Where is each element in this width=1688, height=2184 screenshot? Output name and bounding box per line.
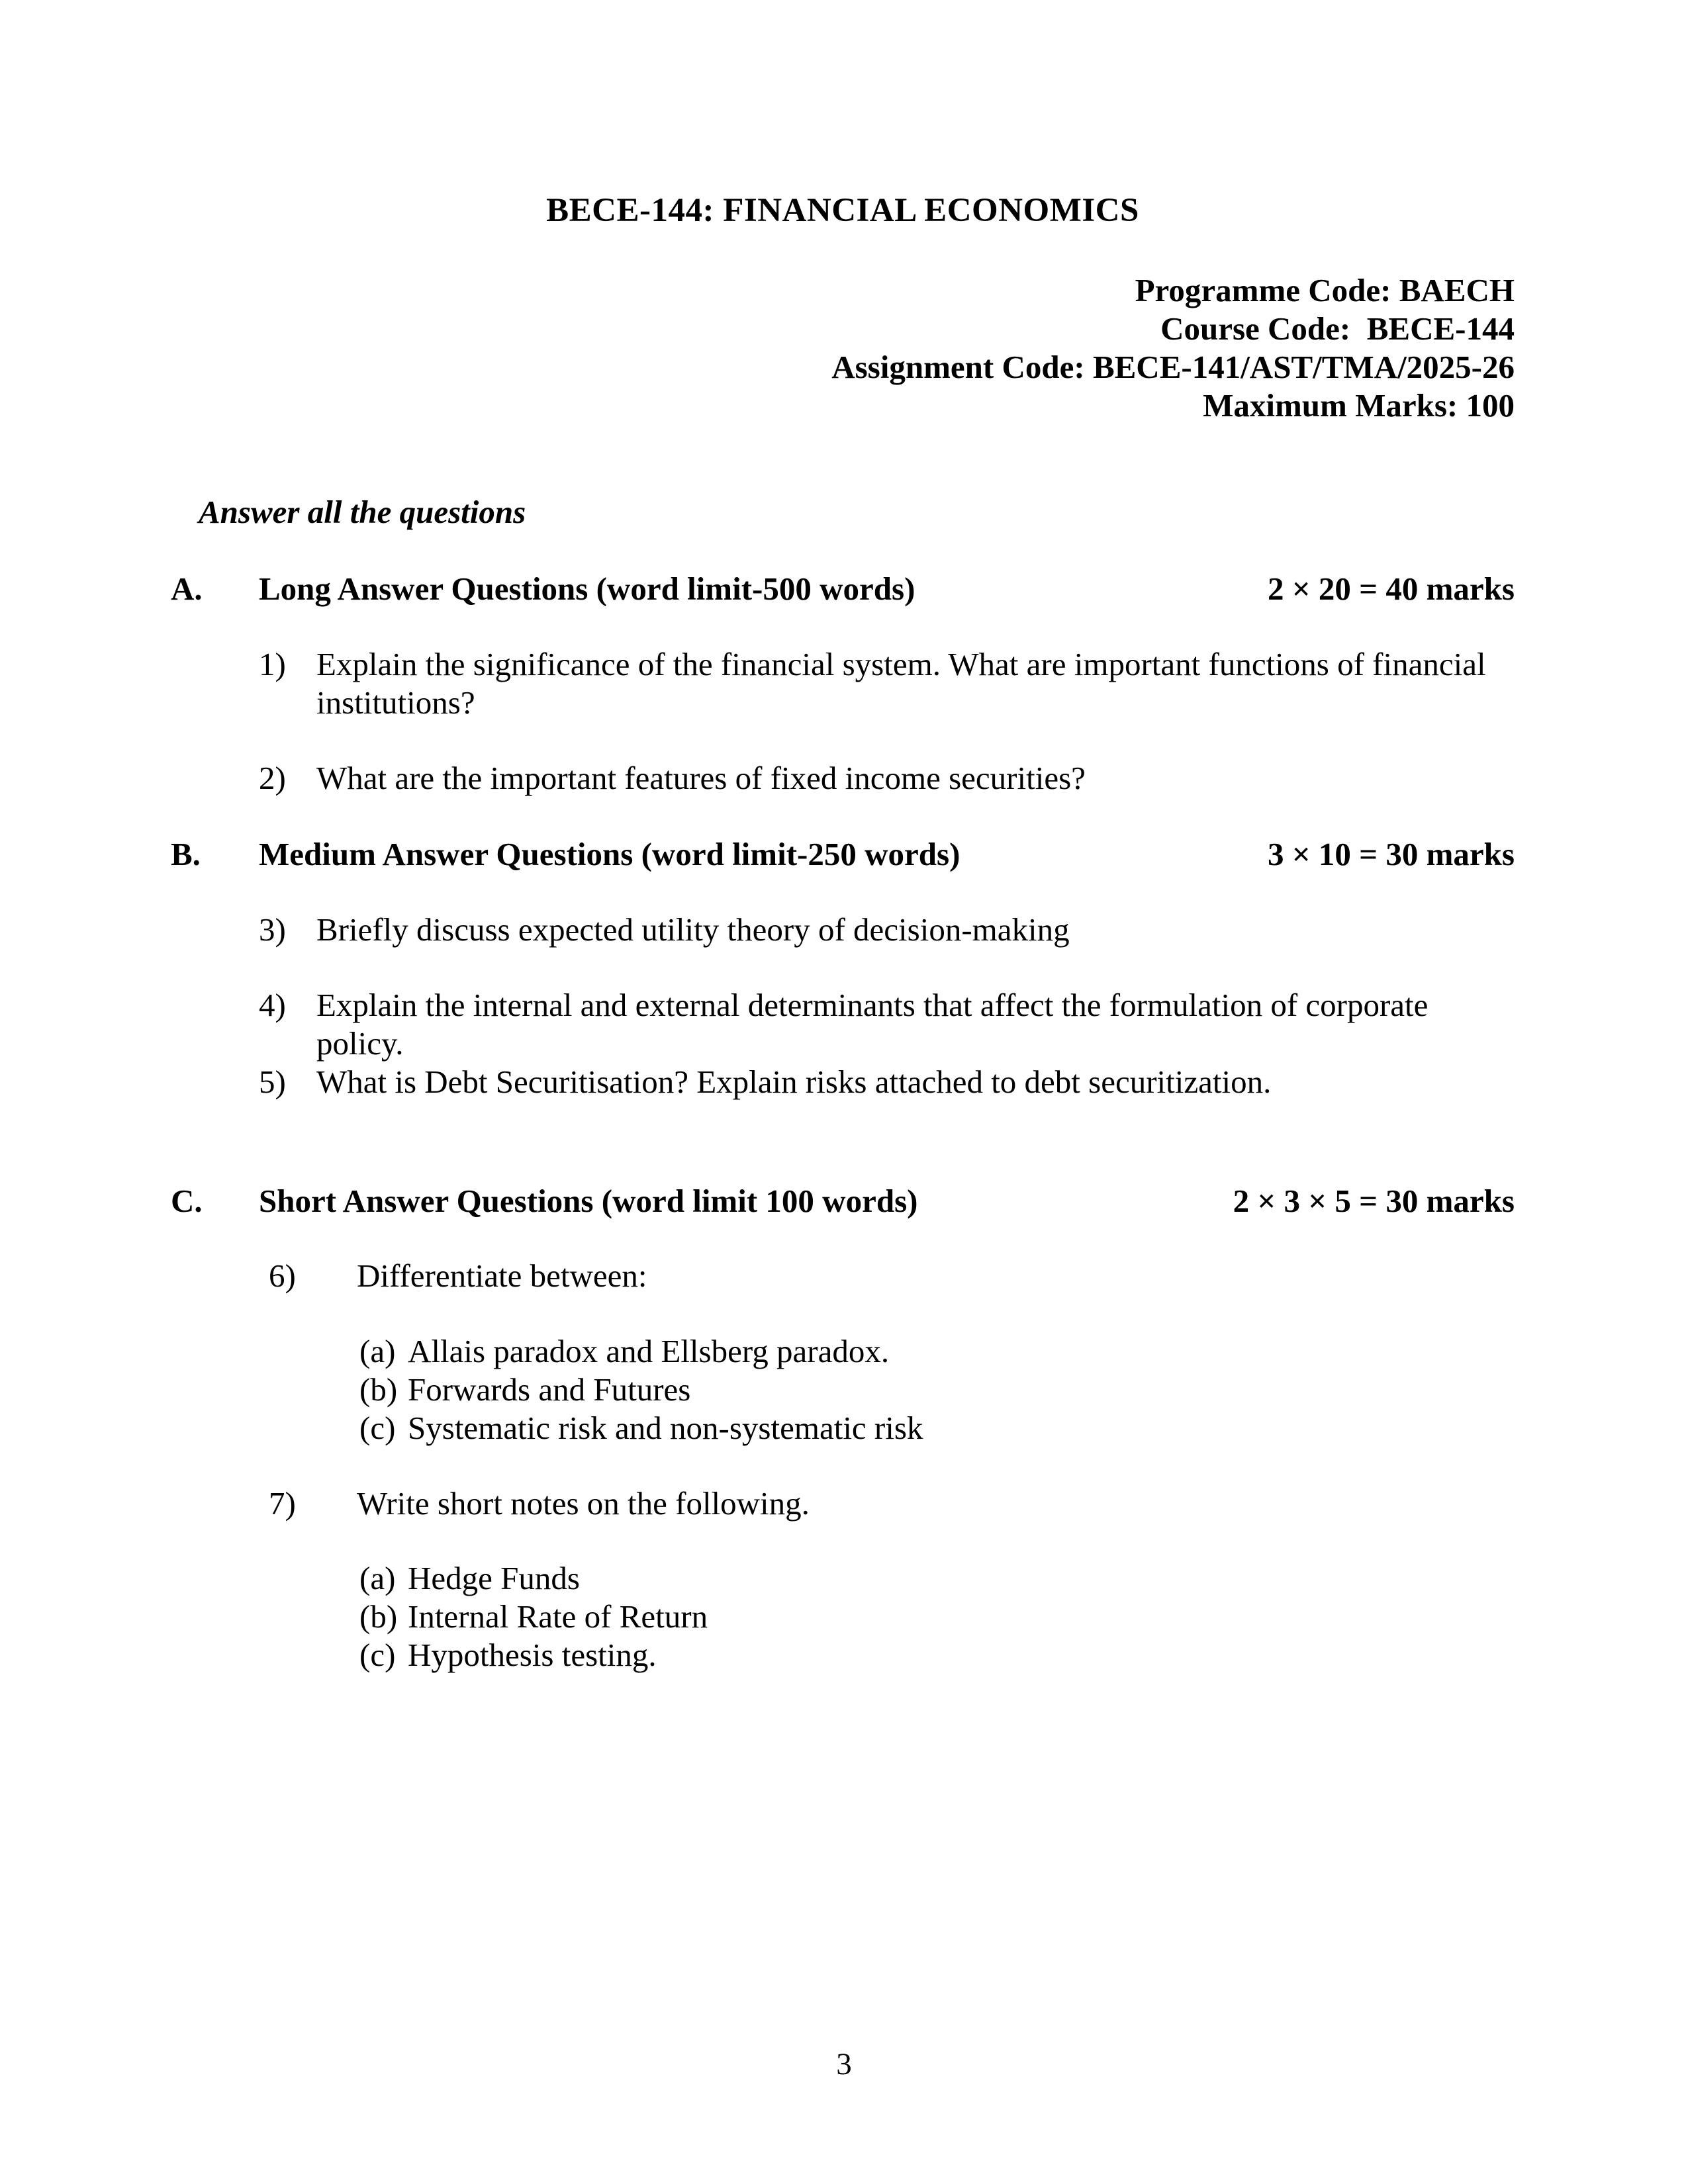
question-7a-row bbox=[359, 1559, 1515, 1598]
question-7c-row bbox=[359, 1636, 1515, 1674]
question-6a-text: Allais paradox and Ellsberg paradox. bbox=[408, 1333, 890, 1370]
question-6-row bbox=[171, 1257, 1515, 1295]
question-4-row bbox=[171, 986, 1515, 1063]
question-7-number: 7) bbox=[269, 1484, 296, 1522]
question-5-number: 5) bbox=[259, 1063, 286, 1100]
question-6b-text: Forwards and Futures bbox=[408, 1371, 691, 1408]
question-6a-row bbox=[359, 1332, 1515, 1371]
section-a-title: Long Answer Questions (word limit-500 words) bbox=[259, 570, 915, 608]
section-a-label: A. bbox=[171, 570, 203, 608]
question-5-row bbox=[171, 1063, 1515, 1101]
question-3-text: Briefly discuss expected utility theory of decision-making bbox=[316, 911, 1070, 948]
section-a-marks: 2 × 20 = 40 marks bbox=[1268, 570, 1515, 608]
question-5-text: What is Debt Securitisation? Explain risks attached to debt securitization. bbox=[316, 1063, 1272, 1100]
question-6c-text: Systematic risk and non-systematic risk bbox=[408, 1409, 923, 1446]
question-6-text: Differentiate between: bbox=[357, 1257, 647, 1295]
section-b-heading bbox=[171, 835, 1515, 874]
question-4-text: Explain the internal and external determinants that affect the formulation of corporate policy. bbox=[316, 987, 1429, 1062]
section-c-label: C. bbox=[171, 1182, 203, 1219]
assignment-meta-block bbox=[171, 271, 1515, 424]
document-content bbox=[171, 191, 1515, 1674]
question-6b-label: (b) bbox=[359, 1371, 398, 1408]
question-4-number: 4) bbox=[259, 987, 286, 1024]
page-number: 3 bbox=[836, 2047, 852, 2081]
question-6c-label: (c) bbox=[359, 1409, 396, 1446]
question-1-number: 1) bbox=[259, 646, 286, 683]
question-7-text: Write short notes on the following. bbox=[357, 1484, 810, 1522]
section-c-title: Short Answer Questions (word limit 100 words) bbox=[259, 1182, 918, 1219]
question-6b-row bbox=[359, 1371, 1515, 1409]
question-7b-row bbox=[359, 1598, 1515, 1636]
section-b-title: Medium Answer Questions (word limit-250 words) bbox=[259, 836, 961, 873]
question-7-row bbox=[171, 1484, 1515, 1523]
question-6-number: 6) bbox=[269, 1257, 296, 1295]
question-6a-label: (a) bbox=[359, 1333, 396, 1370]
question-7c-label: (c) bbox=[359, 1637, 396, 1674]
question-6c-row bbox=[359, 1409, 1515, 1447]
course-code-line: Course Code: BECE-144 bbox=[1160, 310, 1515, 347]
question-2-text: What are the important features of fixed income securities? bbox=[316, 759, 1086, 796]
question-7b-label: (b) bbox=[359, 1598, 398, 1635]
question-1-row bbox=[171, 645, 1515, 722]
section-b-label: B. bbox=[171, 836, 201, 873]
maximum-marks-line: Maximum Marks: 100 bbox=[1203, 387, 1515, 424]
section-a-heading bbox=[171, 570, 1515, 608]
question-7a-label: (a) bbox=[359, 1560, 396, 1597]
question-3-number: 3) bbox=[259, 911, 286, 948]
question-7c-text: Hypothesis testing. bbox=[408, 1637, 657, 1674]
assignment-code-line: Assignment Code: BECE-141/AST/TMA/2025-26 bbox=[831, 348, 1515, 385]
question-1-text: Explain the significance of the financial system. What are important functions of financial institutions? bbox=[316, 646, 1486, 721]
section-c-marks: 2 × 3 × 5 = 30 marks bbox=[1233, 1182, 1515, 1219]
document-title: BECE-144: FINANCIAL ECONOMICS bbox=[546, 192, 1139, 229]
programme-code-line: Programme Code: BAECH bbox=[1135, 272, 1515, 309]
answer-instruction: Answer all the questions bbox=[199, 494, 526, 531]
section-b-marks: 3 × 10 = 30 marks bbox=[1268, 836, 1515, 873]
question-3-row bbox=[171, 911, 1515, 949]
question-7a-text: Hedge Funds bbox=[408, 1560, 580, 1597]
question-2-number: 2) bbox=[259, 759, 286, 796]
question-7b-text: Internal Rate of Return bbox=[408, 1598, 708, 1635]
section-c-heading bbox=[171, 1182, 1515, 1220]
question-2-row bbox=[171, 759, 1515, 797]
